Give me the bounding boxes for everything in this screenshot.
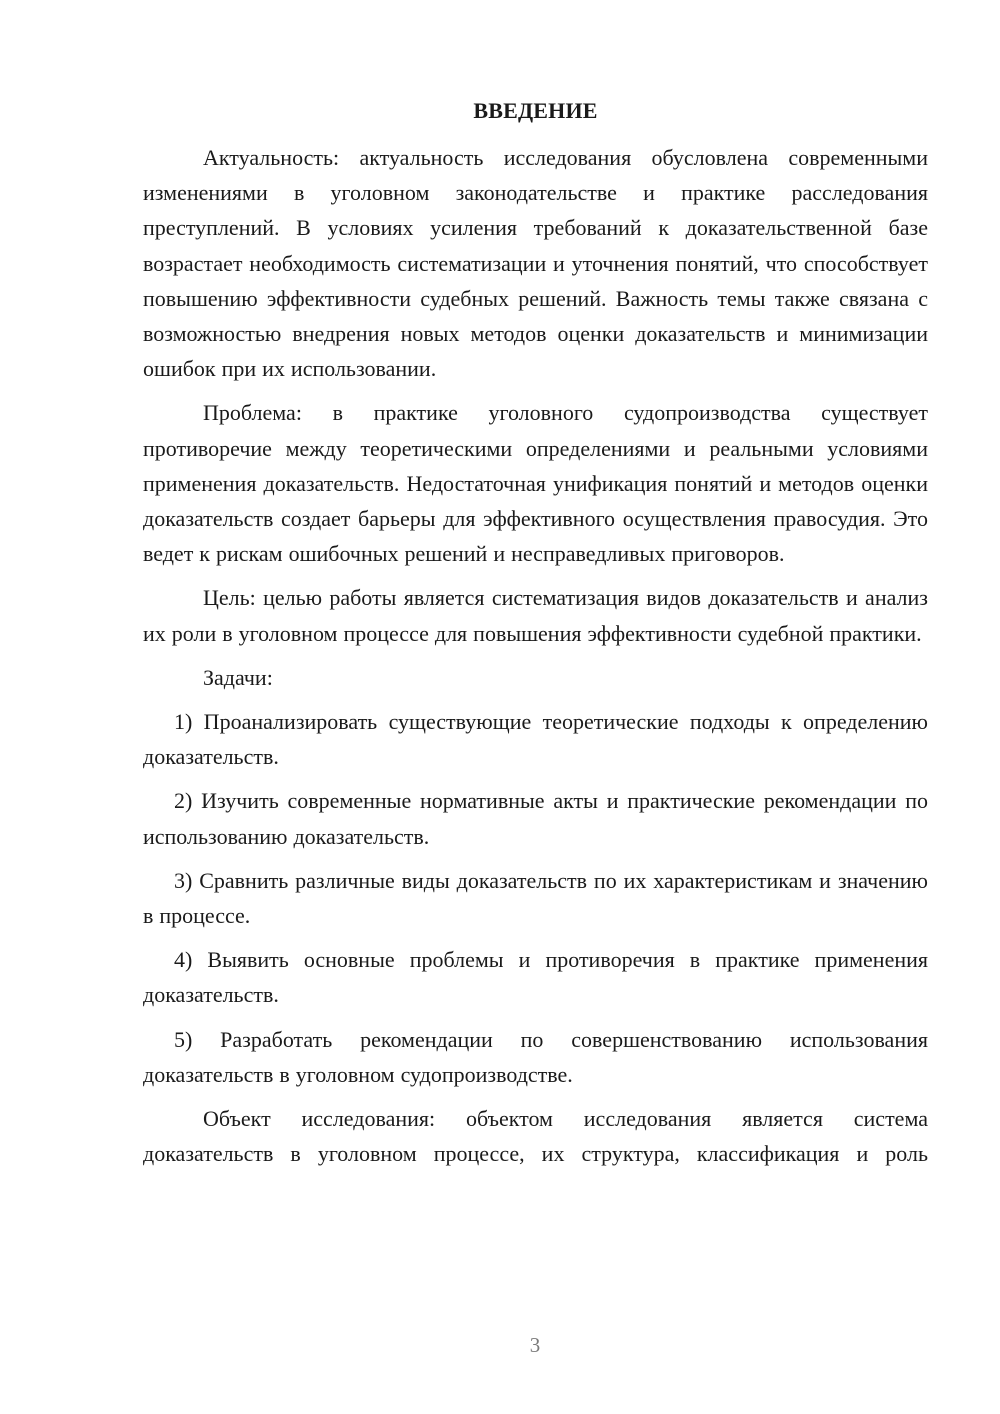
goal-paragraph: Цель: целью работы является систематизация видов доказательств и анализ их роли в уголовном процессе для повышения эффективности судебной практики. [143, 585, 928, 646]
page-content [143, 92, 928, 1180]
section-title: ВВЕДЕНИЕ [473, 98, 598, 123]
problem-paragraph: Проблема: в практике уголовного судопроизводства существует противоречие между теоретическими определениями и реальными условиями применения доказательств. Недостаточная унификация понятий и методов оценки доказательств создает барьеры для эффективного осуществления правосудия. Это ведет к рискам ошибочных решений и несправедливых приговоров. [143, 400, 928, 567]
task-item-1: 1) Проанализировать существующие теоретические подходы к определению доказательств. [143, 709, 928, 770]
task-item-4: 4) Выявить основные проблемы и противоречия в практике применения доказательств. [143, 947, 928, 1008]
tasks-heading: Задачи: [203, 664, 273, 690]
task-item-3: 3) Сравнить различные виды доказательств по их характеристикам и значению в процессе. [143, 867, 928, 929]
object-paragraph: Объект исследования: объектом исследования является система доказательств в уголовном процессе, их структура, классификация и роль [143, 1106, 928, 1167]
task-item-2: 2) Изучить современные нормативные акты и практические рекомендации по использованию доказательств. [143, 788, 928, 849]
relevance-paragraph: Актуальность: актуальность исследования обусловлена современными изменениями в уголовном законодательстве и практике расследования преступлений. В условиях усиления требований к доказательственной базе возрастает необходимость систематизации и уточнения понятий, что способствует повышению эффективности судебных решений. Важность темы также связана с возможностью внедрения новых методов оценки доказательств и минимизации ошибок при их использовании. [143, 145, 928, 382]
page-number: 3 [529, 1333, 541, 1357]
task-item-5: 5) Разработать рекомендации по совершенствованию использования доказательств в уголовном судопроизводстве. [143, 1026, 928, 1087]
